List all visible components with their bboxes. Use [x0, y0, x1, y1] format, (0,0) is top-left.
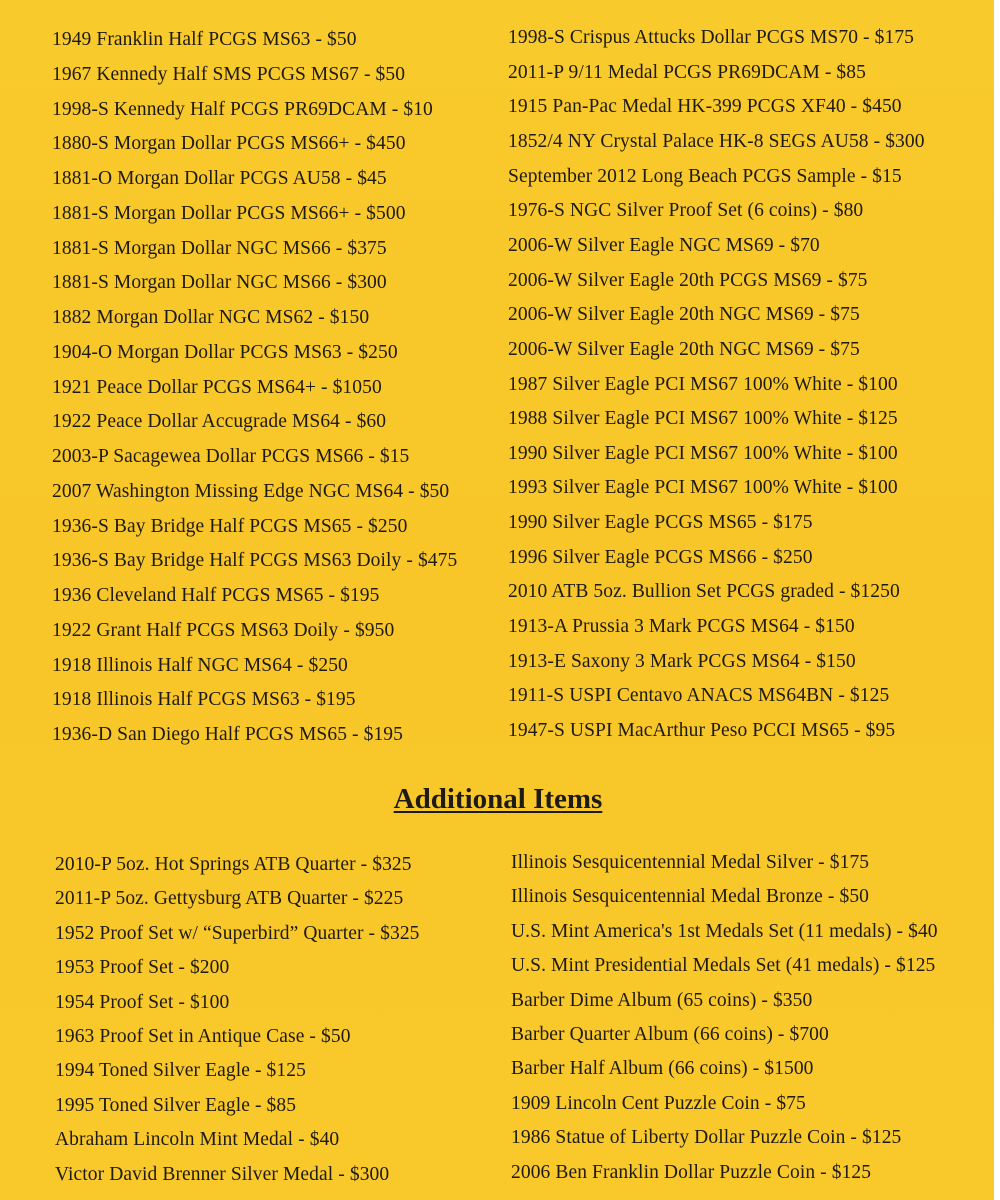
additional-items-heading: [0, 782, 996, 816]
price-list-item: 1904-O Morgan Dollar PCGS MS63 - $250: [52, 341, 398, 363]
price-list-item: 1994 Toned Silver Eagle - $125: [55, 1060, 306, 1082]
price-list-item: 1986 Statue of Liberty Dollar Puzzle Coin - $125: [511, 1127, 902, 1149]
price-list-item: 1936 Cleveland Half PCGS MS65 - $195: [52, 585, 380, 606]
price-list-item: 1998-S Crispus Attucks Dollar PCGS MS70 - $175: [508, 27, 915, 48]
price-list-item: 1967 Kennedy Half SMS PCGS MS67 - $50: [52, 63, 406, 85]
price-list-item: 1913-E Saxony 3 Mark PCGS MS64 - $150: [508, 650, 856, 672]
price-list-item: Barber Half Album (66 coins) - $1500: [511, 1058, 814, 1080]
price-list-item: 2010 ATB 5oz. Bullion Set PCGS graded - $1250: [508, 581, 900, 603]
price-list-item: 1881-S Morgan Dollar PCGS MS66+ - $500: [52, 202, 406, 224]
price-list-item: 1881-S Morgan Dollar NGC MS66 - $300: [52, 272, 387, 294]
price-list-item: 1993 Silver Eagle PCI MS67 100% White - $100: [508, 477, 898, 499]
additional-items-heading-text: Additional Items: [393, 783, 603, 815]
price-list-item: 2006-W Silver Eagle 20th PCGS MS69 - $75: [508, 269, 868, 291]
price-list-item: 1922 Grant Half PCGS MS63 Doily - $950: [52, 619, 395, 641]
price-list-item: 1963 Proof Set in Antique Case - $50: [55, 1026, 351, 1047]
price-list-item: 2006-W Silver Eagle 20th NGC MS69 - $75: [508, 338, 860, 360]
price-list-item: 1909 Lincoln Cent Puzzle Coin - $75: [511, 1092, 806, 1114]
price-list-item: 1881-O Morgan Dollar PCGS AU58 - $45: [52, 168, 387, 189]
price-list-item: September 2012 Long Beach PCGS Sample - $15: [508, 165, 902, 187]
price-list-item: 1949 Franklin Half PCGS MS63 - $50: [52, 29, 357, 50]
price-list-item: 1918 Illinois Half PCGS MS63 - $195: [52, 689, 356, 711]
price-list-item: 1936-D San Diego Half PCGS MS65 - $195: [52, 724, 404, 745]
price-list-item: 2003-P Sacagewea Dollar PCGS MS66 - $15: [52, 446, 410, 467]
price-list-item: 2010-P 5oz. Hot Springs ATB Quarter - $325: [55, 854, 412, 875]
price-list-item: 1952 Proof Set w/ “Superbird” Quarter - $325: [55, 922, 420, 944]
price-list-item: 1881-S Morgan Dollar NGC MS66 - $375: [52, 237, 387, 259]
price-list-item: 1953 Proof Set - $200: [55, 957, 230, 979]
price-list-item: 1990 Silver Eagle PCGS MS65 - $175: [508, 512, 813, 534]
price-list-item: 2006-W Silver Eagle NGC MS69 - $70: [508, 234, 820, 256]
price-list-item: 1995 Toned Silver Eagle - $85: [55, 1094, 297, 1116]
price-list-item: 1921 Peace Dollar PCGS MS64+ - $1050: [52, 376, 382, 398]
price-list-item: 1915 Pan-Pac Medal HK-399 PCGS XF40 - $450: [508, 96, 902, 118]
price-list-item: 1976-S NGC Silver Proof Set (6 coins) - $80: [508, 200, 864, 222]
price-list-item: 1922 Peace Dollar Accugrade MS64 - $60: [52, 411, 387, 433]
price-list-item: 1882 Morgan Dollar NGC MS62 - $150: [52, 307, 370, 328]
price-list-item: 1852/4 NY Crystal Palace HK-8 SEGS AU58 - $300: [508, 130, 925, 152]
price-list-item: 1988 Silver Eagle PCI MS67 100% White - $125: [508, 408, 898, 430]
price-list-item: 2007 Washington Missing Edge NGC MS64 - $50: [52, 480, 450, 502]
price-list-item: Barber Dime Album (65 coins) - $350: [511, 989, 813, 1011]
price-list-item: 2011-P 9/11 Medal PCGS PR69DCAM - $85: [508, 61, 866, 83]
price-list-item: Illinois Sesquicentennial Medal Silver - $175: [511, 852, 870, 873]
price-list-item: U.S. Mint America's 1st Medals Set (11 medals) - $40: [511, 920, 938, 942]
price-list-item: 1947-S USPI MacArthur Peso PCCI MS65 - $95: [508, 720, 896, 741]
price-list-item: U.S. Mint Presidential Medals Set (41 medals) - $125: [511, 955, 936, 977]
price-list-item: 1918 Illinois Half NGC MS64 - $250: [52, 654, 348, 676]
price-list-item: 1936-S Bay Bridge Half PCGS MS63 Doily - $475: [52, 550, 458, 572]
price-list-item: 1880-S Morgan Dollar PCGS MS66+ - $450: [52, 133, 406, 155]
price-list-item: Illinois Sesquicentennial Medal Bronze - $50: [511, 886, 870, 908]
price-list-item: Abraham Lincoln Mint Medal - $40: [55, 1129, 340, 1151]
price-list-item: 2011-P 5oz. Gettysburg ATB Quarter - $225: [55, 888, 404, 910]
price-list-item: 1998-S Kennedy Half PCGS PR69DCAM - $10: [52, 98, 433, 120]
price-list-item: 1936-S Bay Bridge Half PCGS MS65 - $250: [52, 515, 408, 537]
price-list-item: 1954 Proof Set - $100: [55, 991, 230, 1013]
price-list-item: Victor David Brenner Silver Medal - $300: [55, 1163, 390, 1185]
price-list-item: 1911-S USPI Centavo ANACS MS64BN - $125: [508, 685, 890, 707]
scan-edge: [994, 0, 1000, 1200]
price-list-item: 2006 Ben Franklin Dollar Puzzle Coin - $125: [511, 1161, 872, 1183]
price-list-item: 1990 Silver Eagle PCI MS67 100% White - $100: [508, 442, 898, 464]
price-list-item: 2006-W Silver Eagle 20th NGC MS69 - $75: [508, 304, 860, 326]
price-list-item: 1996 Silver Eagle PCGS MS66 - $250: [508, 546, 813, 568]
price-list-item: 1913-A Prussia 3 Mark PCGS MS64 - $150: [508, 616, 855, 638]
price-list-item: 1987 Silver Eagle PCI MS67 100% White - $100: [508, 373, 898, 395]
price-list-item: Barber Quarter Album (66 coins) - $700: [511, 1024, 829, 1045]
